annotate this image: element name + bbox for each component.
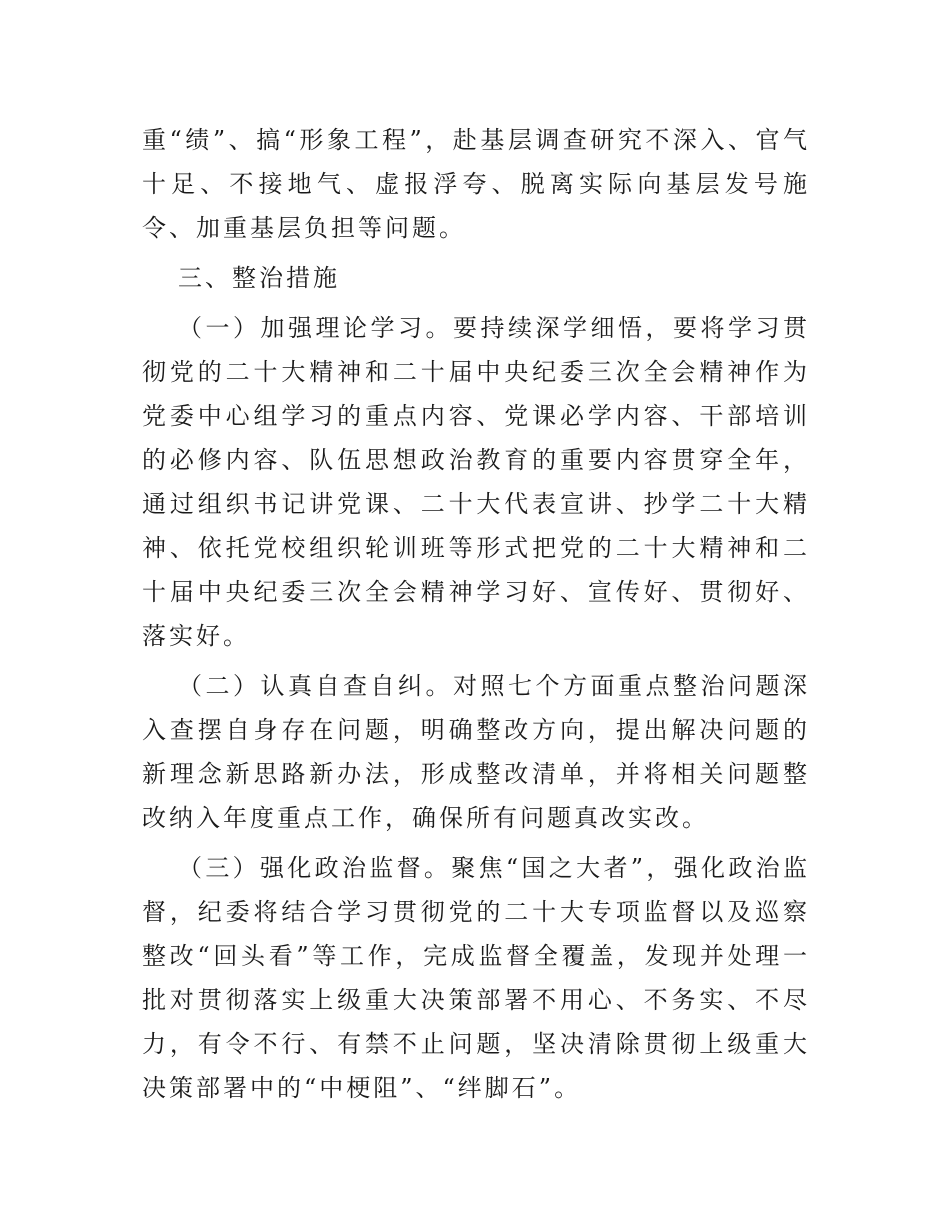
measure-paragraph-3: （三）强化政治监督。聚焦“国之大者”，强化政治监督，纪委将结合学习贯彻党的二十大专项监督以及巡察整改“回头看”等工作，完成监督全覆盖，发现并处理一批对贯彻落实上级重大决策部署不用心、不务实、不尽力，有令不行、有禁不止问题，坚决清除贯彻上级重大决策部署中的“中梗阻”、“绊脚石”。 [142,854,810,1102]
measure-paragraph-1: （一）加强理论学习。要持续深学细悟，要将学习贯彻党的二十大精神和二十届中央纪委三次全会精神作为党委中心组学习的重点内容、党课必学内容、干部培训的必修内容、队伍思想政治教育的重要内容贯穿全年，通过组织书记讲党课、二十大代表宣讲、抄学二十大精神、依托党校组织轮训班等形式把党的二十大精神和二十届中央纪委三次全会精神学习好、宣传好、贯彻好、落实好。 [142,314,810,650]
continuation-paragraph: 重“绩”、搞“形象工程”，赴基层调查研究不深入、官气十足、不接地气、虚报浮夸、脱离实际向基层发号施令、加重基层负担等问题。 [142,126,810,242]
section-heading-measures: 三、整治措施 [178,264,340,292]
measure-paragraph-2: （二）认真自查自纠。对照七个方面重点整治问题深入查摆自身存在问题，明确整改方向，提出解决问题的新理念新思路新办法，形成整改清单，并将相关问题整改纳入年度重点工作，确保所有问题真改实改。 [142,672,810,832]
document-body [142,118,810,1116]
